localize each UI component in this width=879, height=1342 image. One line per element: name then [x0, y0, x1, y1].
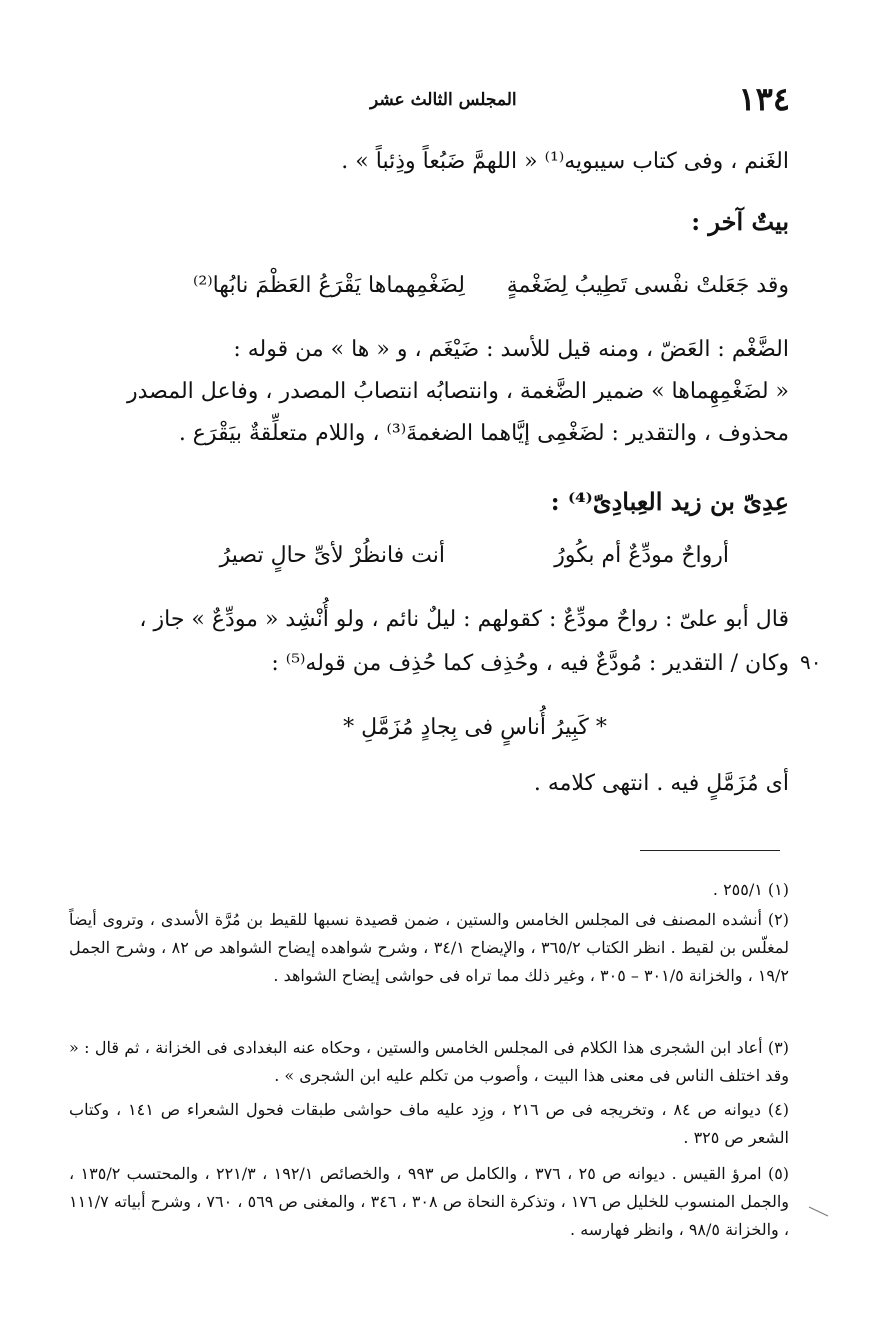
text-line-1: الغَنم ، وفى كتاب سيبويه⁽¹⁾ « اللهمَّ ضَبُعاً وذِئباً » .	[341, 149, 789, 174]
text-line-7: أى مُزَمَّلٍ فيه . انتهى كلامه .	[533, 771, 789, 796]
manuscript-folio-number: ٩٠	[800, 650, 822, 674]
verse3-hemistich: * كَبِيرُ أُناسٍ فى بِجادٍ مُزَمَّلِ *	[343, 715, 607, 740]
text-line-3: « لضَغْمِهِماها » ضمير الضَّغمة ، وانتصابُه انتصابُ المصدر ، وفاعل المصدر	[127, 379, 789, 404]
verse1-right-hemistich: وقد جَعَلتْ نفْسى تَطِيبُ لِضَغْمةٍ	[506, 273, 789, 298]
margin-scan-mark-icon	[808, 1205, 830, 1217]
text-line-5: قال أبو علىّ : رواحٌ مودِّعٌ : كقولهم : ليلٌ نائم ، ولو أُنْشِد « مودِّعٌ » جاز ،	[139, 607, 789, 632]
footnote-separator	[640, 850, 780, 851]
text-line-4: محذوف ، والتقدير : لضَغْمِى إيَّاهما الضغمةَ⁽³⁾ ، واللام متعلِّقةٌ بيَقْرَع .	[178, 421, 789, 446]
footnote-2: (٢) أنشده المصنف فى المجلس الخامس والستين ، ضمن قصيدة نسبها للقيط بن مُرَّة الأسدى ، وتروى أيضاً لمغلّس بن لقيط . انظر الكتاب ٣٦٥/٢ ، والإيضاح ٣٤/١ ، وشرح شواهده إيضاح الشواهد ص ٨٢ ، وشرح الجمل ١٩/٢ ، والخزانة ٣٠١/٥ – ٣٠٥ ، وغير ذلك مما تراه فى حواشى إيضاح الشواهد .	[69, 910, 790, 985]
footnote-5: (٥) امرؤ القيس . ديوانه ص ٢٥ ، ٣٧٦ ، والكامل ص ٩٩٣ ، والخصائص ١٩٢/١ ، ٢٢١/٣ ، والمحتسب ١٣٥/٢ ، والجمل المنسوب للخليل ص ١٧٦ ، وتذكرة النحاة ص ٣٠٨ ، ٣٤٦ ، والمغنى ص ٥٦٩ ، ٧٦٠ ، وشرح أبياته ١١١/٧ ، والخزانة ٩٨/٥ ، وانظر فهارسه .	[69, 1164, 790, 1239]
verse2-right-hemistich: أرواحٌ مودِّعٌ أم بكُورُ	[554, 543, 729, 568]
running-title: المجلس الثالث عشر	[370, 90, 517, 110]
verse1-left-hemistich: لِضَغْمِهماها يَقْرَعُ العَظْمَ نابُها⁽²⁾	[192, 273, 465, 298]
footnote-4: (٤) ديوانه ص ٨٤ ، وتخريجه فى ص ٢١٦ ، وزِد عليه ماف حواشى طبقات فحول الشعراء ص ١٤١ ، وكتاب الشعر ص ٣٢٥ .	[69, 1100, 789, 1147]
text-line-6: وكان / التقدير : مُودَّعٌ فيه ، وحُذِف كما حُذِف من قوله⁽⁵⁾ :	[271, 651, 789, 676]
footnote-3: (٣) أعاد ابن الشجرى هذا الكلام فى المجلس الخامس والستين ، وحكاه عنه البغدادى فى الخزانة ، ثم قال : « وقد اختلف الناس فى معنى هذا البيت ، وأصوب من تكلم عليه ابن الشجرى » .	[69, 1038, 790, 1085]
verse2-left-hemistich: أنت فانظُرْ لأىِّ حالٍ تصيرُ	[219, 543, 445, 568]
footnote-1: (١) ٢٥٥/١ .	[712, 880, 789, 899]
page-number: ١٣٤	[738, 80, 790, 118]
text-line-2: الضَّغْم : العَضّ ، ومنه قيل للأسد : ضَيْغَم ، و « ها » من قوله :	[233, 337, 789, 362]
heading-poet: عِدِىّ بن زيد العِبادِىّ⁽⁴⁾ :	[550, 487, 789, 516]
page-header	[370, 80, 790, 120]
heading-another-verse: بيتٌ آخر :	[691, 207, 789, 236]
